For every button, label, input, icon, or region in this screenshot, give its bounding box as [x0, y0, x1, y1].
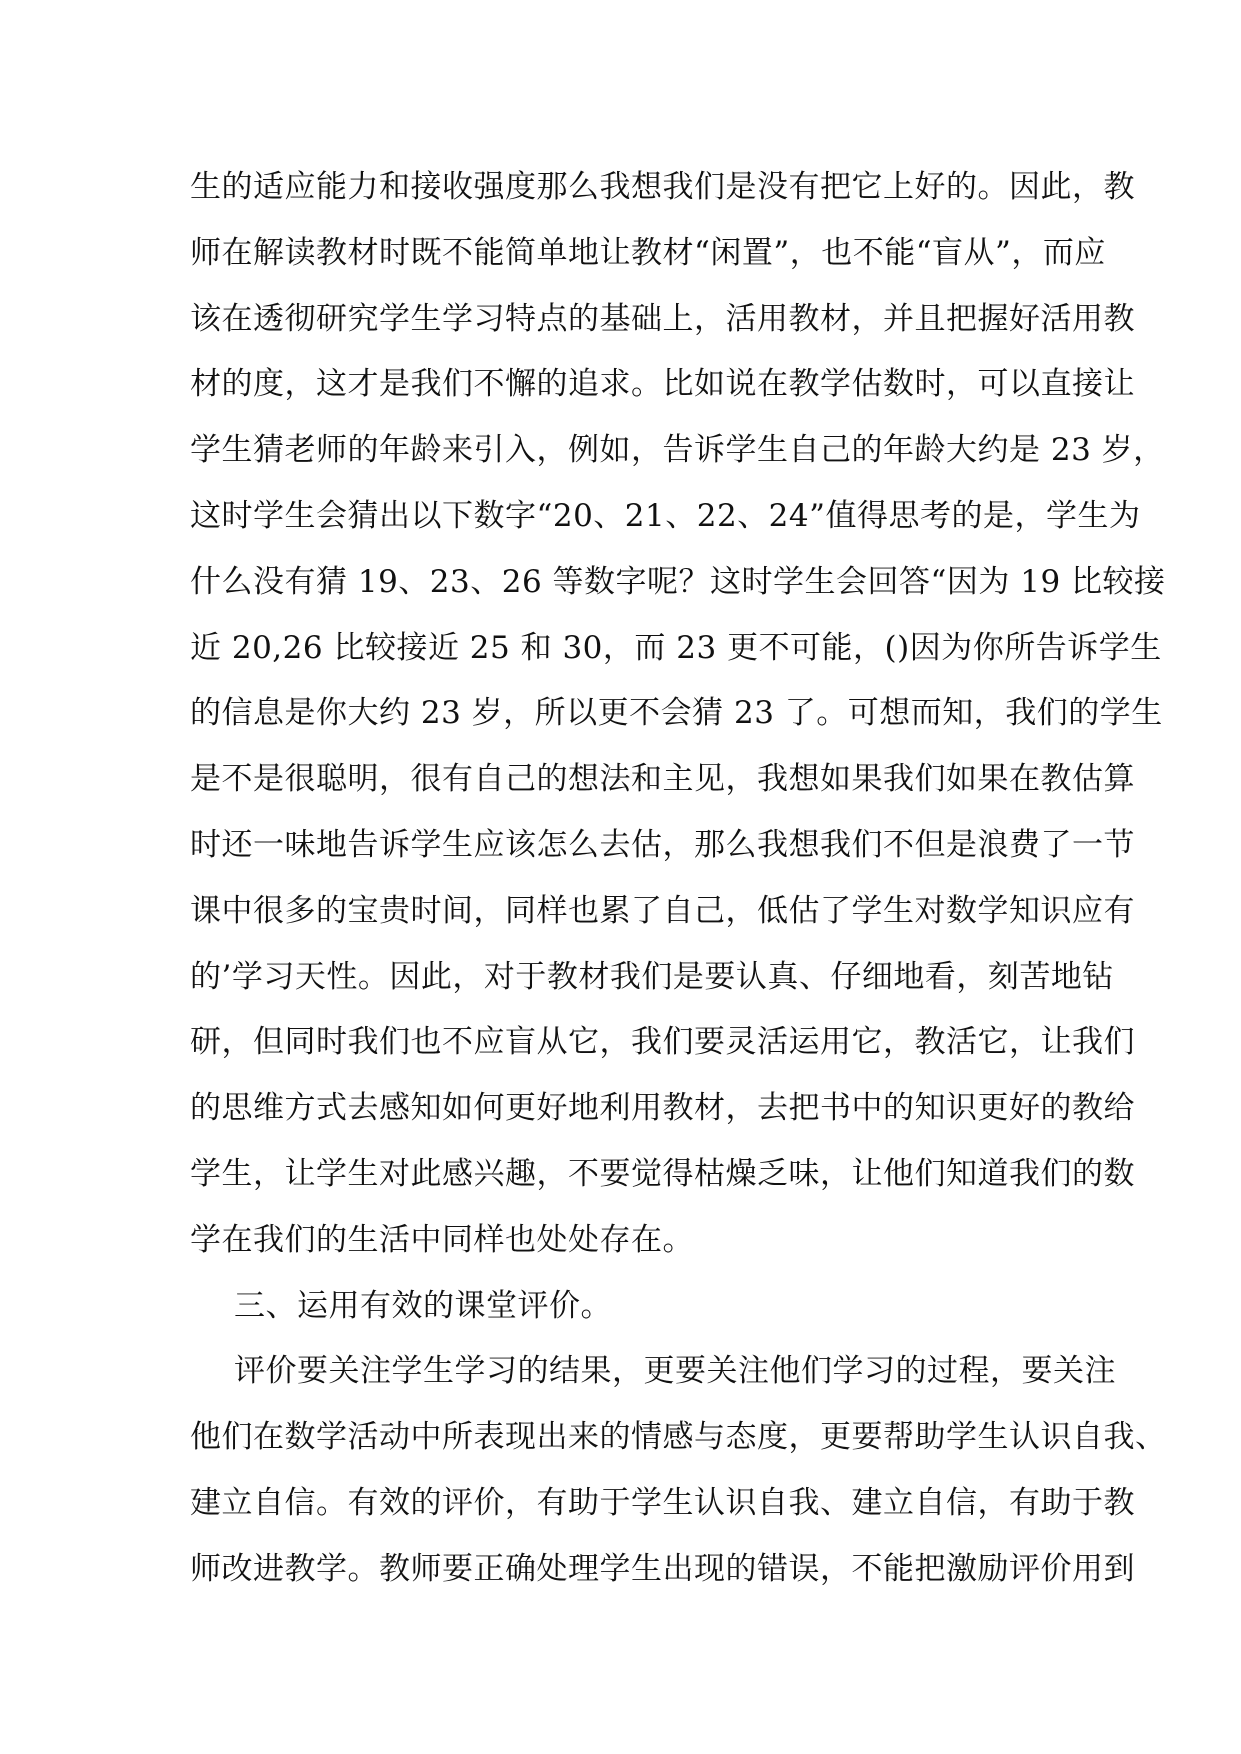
text-line: 课中很多的宝贵时间，同样也累了自己，低估了学生对数学知识应有	[190, 892, 1135, 929]
text-line: 该在透彻研究学生学习特点的基础上，活用教材，并且把握好活用教	[190, 300, 1135, 337]
text-line: 建立自信。有效的评价，有助于学生认识自我、建立自信，有助于教	[190, 1484, 1135, 1521]
text-line: 研，但同时我们也不应盲从它，我们要灵活运用它，教活它，让我们	[190, 1024, 1135, 1061]
text-line: 近 20,26 比较接近 25 和 30，而 23 更不可能，()因为你所告诉学生	[190, 629, 1162, 666]
text-line: 是不是很聪明，很有自己的想法和主见，我想如果我们如果在教估算	[190, 761, 1135, 798]
body-text	[190, 155, 1167, 1603]
text-line: 什么没有猜 19、23、26 等数字呢？这时学生会回答“因为 19 比较接	[190, 563, 1166, 600]
text-line: 学生猜老师的年龄来引入，例如，告诉学生自己的年龄大约是 23 岁，	[190, 432, 1165, 469]
paragraph-end-line: 学在我们的生活中同样也处处存在。	[190, 1221, 694, 1258]
text-line: 的信息是你大约 23 岁，所以更不会猜 23 了。可想而知，我们的学生	[190, 695, 1163, 732]
text-line: 他们在数学活动中所表现出来的情感与态度，更要帮助学生认识自我、	[190, 1419, 1167, 1456]
paragraph-first-line: 评价要关注学生学习的结果，更要关注他们学习的过程，要关注	[234, 1353, 1116, 1390]
text-line: 的思维方式去感知如何更好地利用教材，去把书中的知识更好的教给	[190, 1090, 1135, 1127]
text-line: 学生，让学生对此感兴趣，不要觉得枯燥乏味，让他们知道我们的数	[190, 1155, 1135, 1192]
text-line: 这时学生会猜出以下数字“20、21、22、24”值得思考的是，学生为	[190, 497, 1141, 534]
text-line: 师在解读教材时既不能简单地让教材“闲置”，也不能“盲从”，而应	[190, 234, 1106, 271]
text-line: 时还一味地告诉学生应该怎么去估，那么我想我们不但是浪费了一节	[190, 826, 1135, 863]
text-line: 的’学习天性。因此，对于教材我们是要认真、仔细地看，刻苦地钻	[190, 958, 1114, 995]
text-line: 师改进教学。教师要正确处理学生出现的错误，不能把激励评价用到	[190, 1550, 1135, 1587]
section-heading: 三、运用有效的课堂评价。	[234, 1287, 612, 1324]
text-line: 生的适应能力和接收强度那么我想我们是没有把它上好的。因此，教	[190, 169, 1135, 205]
text-line: 材的度，这才是我们不懈的追求。比如说在教学估数时，可以直接让	[190, 366, 1135, 403]
